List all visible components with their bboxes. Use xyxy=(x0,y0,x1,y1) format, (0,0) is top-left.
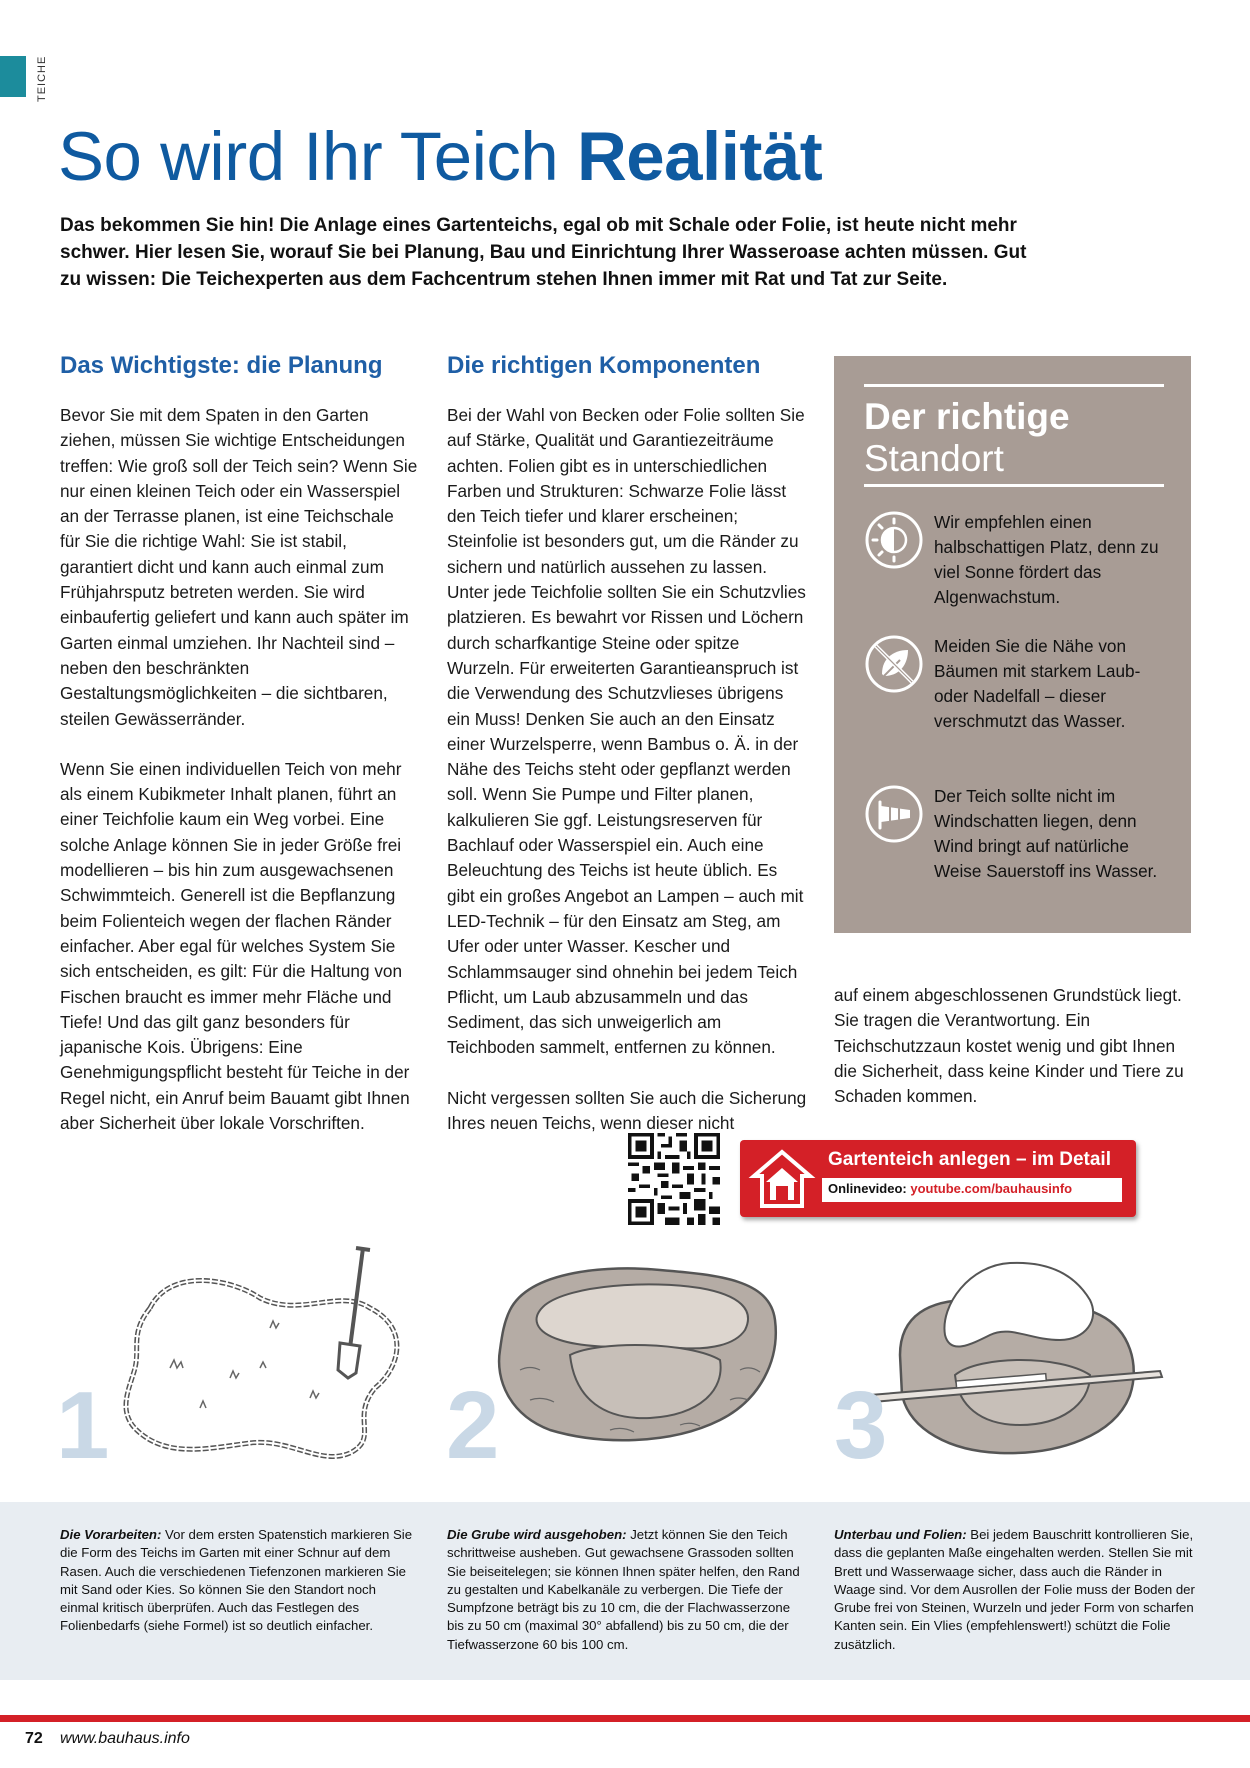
headline-regular: So wird Ihr Teich xyxy=(58,118,577,195)
step-number-1: 1 xyxy=(56,1372,110,1479)
video-banner-url[interactable] xyxy=(828,1181,1072,1196)
step-number-2: 2 xyxy=(446,1372,500,1479)
windsock-icon xyxy=(864,784,924,844)
no-leaf-icon xyxy=(864,634,924,694)
half-sun-icon xyxy=(864,510,924,570)
step-caption-2 xyxy=(447,1526,802,1654)
col2-paragraph-1: Bei der Wahl von Becken oder Folie sollten Sie auf Stärke, Qualität und Garantiezeiträume achten. Folien gibt es in unterschiedlichen Farben und Strukturen: Schwarze Folie lässt den Teich tiefer und klarer erscheinen; Steinfolie ist besonders gut, um die Ränder zu sichern und natürlich aussehen zu lassen. Unter jede Teichfolie sollten Sie ein Schutzvlies platzieren. Es bewahrt vor Rissen und Löchern durch scharfkantige Steine oder spitze Wurzeln. Für erweiterten Garantieanspruch ist die Verwendung des Schutzvlieses übrigens ein Muss! Denken Sie auch an den Einsatz einer Wurzelsperre, wenn Bambus o. Ä. in der Nähe des Teichs steht oder gepflanzt werden soll. Wenn Sie Pumpe und Filter planen, kalkulieren Sie ggf. Leistungsreserven für Bachlauf oder Wasserspiel ein. Auch eine Beleuchtung des Teichs ist heute üblich. Es gibt ein großes Angebot an Lampen – auch mit LED-Technik – für den Einsatz am Steg, am Ufer oder unter Wasser. Kescher und Schlammsauger sind ohnehin bei jedem Teich Pflicht, um Laub abzusammeln und das Sediment, das sich unweigerlich am Teichboden sammelt, entfernen zu können. xyxy=(447,405,806,1058)
step-caption-3 xyxy=(834,1526,1196,1654)
standort-box xyxy=(834,356,1191,933)
col1-body xyxy=(60,403,418,1136)
page-number: 72 xyxy=(25,1730,43,1747)
standort-bottom-rule xyxy=(864,484,1164,487)
video-banner-title: Gartenteich anlegen – im Detail xyxy=(828,1149,1111,1170)
standort-item-text: Wir empfehlen einen halbschattigen Platz, denn zu viel Sonne fördert das Algenwachstum. xyxy=(934,512,1159,607)
col3-continuation: auf einem abgeschlossenen Grundstück liegt. Sie tragen die Verantwortung. Ein Teichschutzzaun kostet wenig und gibt Ihnen die Sicherheit, dass keine Kinder und Tiere zu Schaden kommen. xyxy=(834,985,1184,1107)
standort-title-regular: Standort xyxy=(864,438,1004,479)
col1-heading: Das Wichtigste: die Planung xyxy=(60,352,383,379)
col1-paragraph-2: Wenn Sie einen individuellen Teich von mehr als einem Kubikmeter Inhalt planen, führt an einer Teichfolie kaum ein Weg vorbei. Eine solche Anlage können Sie in jeder Größe frei modellieren – bis hin zum ausgewachsenen Schwimmteich. Generell ist die Bepflanzung beim Folienteich wegen der flachen Ränder einfacher. Aber egal für welches System Sie sich entscheiden, es gilt: Für die Haltung von Fischen braucht es immer mehr Fläche und Tiefe! Und das gilt ganz besonders für japanische Kois. Übrigens: Eine Genehmigungspflicht besteht für Teiche in der Regel nicht, ein Anruf beim Bauamt gibt Ihnen aber Sicherheit über lokale Vorschriften. xyxy=(60,758,410,1134)
step-caption-text: Vor dem ersten Spatenstich markieren Sie die Form des Teichs im Garten mit einer Schnur auf dem Rasen. Auch die verschiedenen Tiefenzonen markieren Sie mit Sand oder Kies. So können Sie den Standort noch einmal kritisch überprüfen. Auch das Festlegen des Folienbedarfs (siehe Formel) ist so deutlich einfacher. xyxy=(60,1527,413,1634)
section-color-marker xyxy=(0,56,26,97)
section-label: TEICHE xyxy=(36,55,48,102)
standort-top-rule xyxy=(864,384,1164,387)
standort-title xyxy=(864,396,1070,480)
page-headline xyxy=(58,118,823,195)
standort-title-bold: Der richtige xyxy=(864,396,1070,437)
footer-website-link[interactable]: www.bauhaus.info xyxy=(60,1730,190,1747)
col2-body xyxy=(447,403,809,1136)
step-caption-title: Die Grube wird ausgehoben: xyxy=(447,1527,627,1542)
col1-paragraph-1: Bevor Sie mit dem Spaten in den Garten ziehen, müssen Sie wichtige Entscheidungen treffen: Wie groß soll der Teich sein? Wenn Sie nur einen kleinen Teich oder ein Wasserspiel an der Terrasse planen, ist eine Teichschale für Sie die richtige Wahl: Sie ist stabil, garantiert dicht und kann auch einmal zum Frühjahrsputz betreten werden. Sie wird einbaufertig geliefert und kann auch später im Garten einmal umziehen. Ihr Nachteil sind – neben den beschränkten Gestaltungsmöglichkeiten – die sichtbaren, steilen Gewässerränder. xyxy=(60,405,418,729)
illustration-excavation xyxy=(490,1250,790,1450)
step-caption-text: Jetzt können Sie den Teich schrittweise ausheben. Gut gewachsene Grassoden sollten Sie beiseitelegen; sie können Ihnen später helfen, den Rand zu gestalten und Kabelkanäle zu verbergen. Die Tiefe der Sumpfzone beträgt bis zu 10 cm, die der Flachwasserzone bis zu 50 cm (maximal 30° abfallend) bis zu 50 cm, die der Tiefwasserzone 60 bis 100 cm. xyxy=(447,1527,800,1652)
step-caption-text: Bei jedem Bauschritt kontrollieren Sie, dass die geplanten Maße eingehalten werden. Stellen Sie mit Brett und Wasserwaage sicher, dass auch die Ränder in Waage sind. Vor dem Ausrollen der Folie muss der Boden der Grube frei von Steinen, Wurzeln und jeder Form von scharfen Kanten sein. Ein Vlies (empfehlenswert!) schützt die Folie zusätzlich. xyxy=(834,1527,1195,1652)
standort-item-halbschatten xyxy=(864,510,1174,620)
video-url-link[interactable]: youtube.com/bauhausinfo xyxy=(910,1181,1073,1196)
intro-paragraph: Das bekommen Sie hin! Die Anlage eines Gartenteichs, egal ob mit Schale oder Folie, ist heute nicht mehr schwer. Hier lesen Sie, worauf Sie bei Planung, Bau und Einrichtung Ihrer Wasseroase achten müssen. Gut zu wissen: Die Teichexperten aus dem Fachcentrum stehen Ihnen immer mit Rat und Tat zur Seite. xyxy=(60,215,1027,290)
illustration-marking-outline xyxy=(110,1238,440,1468)
col2-heading: Die richtigen Komponenten xyxy=(447,352,761,379)
step-caption-1 xyxy=(60,1526,415,1636)
headline-bold: Realität xyxy=(576,118,823,195)
standort-item-wind xyxy=(864,784,1174,914)
illustration-foundation-and-liner xyxy=(860,1245,1170,1465)
standort-item-baeume xyxy=(864,634,1174,764)
video-url-label: Onlinevideo: xyxy=(828,1181,911,1196)
standort-item-text: Der Teich sollte nicht im Windschatten liegen, denn Wind bringt auf natürliche Weise Sauerstoff ins Wasser. xyxy=(934,786,1158,881)
footer-rule xyxy=(0,1715,1250,1722)
standort-item-text: Meiden Sie die Nähe von Bäumen mit starkem Laub- oder Nadelfall – dieser verschmutzt das Wasser. xyxy=(934,636,1141,731)
video-banner[interactable] xyxy=(740,1140,1136,1217)
step-caption-title: Die Vorarbeiten: xyxy=(60,1527,162,1542)
qr-code-icon[interactable] xyxy=(628,1133,720,1225)
bauhaus-house-logo-icon xyxy=(746,1146,818,1212)
step-caption-title: Unterbau und Folien: xyxy=(834,1527,967,1542)
col2-paragraph-2: Nicht vergessen sollten Sie auch die Sicherung Ihres neuen Teichs, wenn dieser nicht xyxy=(447,1087,807,1134)
step-number-3: 3 xyxy=(834,1372,888,1479)
